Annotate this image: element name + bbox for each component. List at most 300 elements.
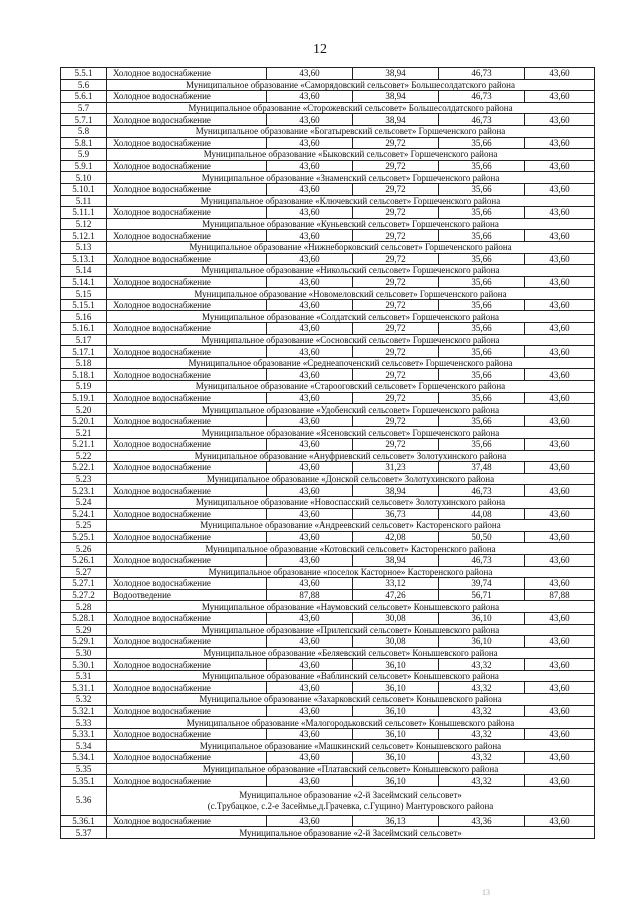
municipality-header-row	[61, 404, 595, 416]
tariff-value-2: 29,72	[353, 392, 439, 404]
tariff-value-1: 43,60	[267, 508, 353, 520]
tariff-row	[61, 114, 595, 126]
service-name: Холодное водоснабжение	[107, 137, 267, 149]
municipality-name	[107, 172, 595, 184]
service-name: Холодное водоснабжение	[107, 183, 267, 195]
tariff-row	[61, 253, 595, 265]
municipality-name	[107, 647, 595, 659]
tariff-value-3: 35,66	[439, 253, 525, 265]
municipality-header-row	[61, 543, 595, 555]
municipality-name	[107, 717, 595, 729]
row-number: 5.8	[61, 125, 107, 137]
municipality-title: Муниципальное образование «Наумовский сельсовет» Конышевского района	[201, 601, 500, 612]
tariff-value-1: 43,60	[267, 578, 353, 590]
tariff-value-2: 30,08	[353, 612, 439, 624]
municipality-name	[107, 450, 595, 462]
tariff-row	[61, 531, 595, 543]
service-name: Водоотведение	[107, 589, 267, 601]
tariff-value-1: 43,60	[267, 659, 353, 671]
row-number: 5.6	[61, 79, 107, 91]
municipality-name	[107, 427, 595, 439]
row-number: 5.28.1	[61, 612, 107, 624]
municipality-header-row	[61, 740, 595, 752]
tariff-value-1: 43,60	[267, 815, 353, 827]
row-number: 5.14.1	[61, 276, 107, 288]
tariff-value-2: 36,10	[353, 728, 439, 740]
tariff-row	[61, 485, 595, 497]
tariff-row	[61, 815, 595, 827]
row-number: 5.20	[61, 404, 107, 416]
tariff-value-4: 43,60	[525, 415, 595, 427]
municipality-title: Муниципальное образование «Новомеловский сельсовет» Горшеченского района	[194, 288, 507, 299]
tariff-value-3: 35,66	[439, 160, 525, 172]
row-number: 5.10	[61, 172, 107, 184]
tariff-value-3: 46,73	[439, 114, 525, 126]
tariff-value-4: 43,60	[525, 91, 595, 103]
tariff-value-3: 35,66	[439, 207, 525, 219]
tariff-row	[61, 728, 595, 740]
tariff-value-1: 43,60	[267, 392, 353, 404]
tariff-row	[61, 682, 595, 694]
tariff-value-4: 43,60	[525, 752, 595, 764]
row-number: 5.26.1	[61, 554, 107, 566]
tariff-value-4: 43,60	[525, 531, 595, 543]
municipality-header-row	[61, 520, 595, 532]
municipality-header-row	[61, 717, 595, 729]
municipality-name	[107, 265, 595, 277]
row-number: 5.21.1	[61, 439, 107, 451]
row-number: 5.20.1	[61, 415, 107, 427]
row-number: 5.31.1	[61, 682, 107, 694]
tariff-value-2: 42,08	[353, 531, 439, 543]
tariff-value-2: 29,72	[353, 183, 439, 195]
tariff-value-1: 43,60	[267, 114, 353, 126]
municipality-name	[107, 566, 595, 578]
service-name: Холодное водоснабжение	[107, 439, 267, 451]
tariff-value-2: 29,72	[353, 299, 439, 311]
row-number: 5.11	[61, 195, 107, 207]
row-number: 5.34.1	[61, 752, 107, 764]
tariff-value-4: 43,60	[525, 508, 595, 520]
municipality-header-row	[61, 624, 595, 636]
tariff-row	[61, 276, 595, 288]
municipality-name	[107, 79, 595, 91]
municipality-header-row	[61, 670, 595, 682]
municipality-title: Муниципальное образование «Захарковский сельсовет» Конышевского района	[199, 694, 502, 705]
row-number: 5.30	[61, 647, 107, 659]
row-number: 5.16	[61, 311, 107, 323]
municipality-name	[107, 520, 595, 532]
service-name: Холодное водоснабжение	[107, 531, 267, 543]
tariff-value-2: 31,23	[353, 462, 439, 474]
row-number: 5.27	[61, 566, 107, 578]
tariff-value-1: 43,60	[267, 439, 353, 451]
tariff-value-4: 43,60	[525, 299, 595, 311]
tariff-value-1: 43,60	[267, 323, 353, 335]
tariff-value-2: 29,72	[353, 207, 439, 219]
tariff-value-3: 35,66	[439, 323, 525, 335]
municipality-title: Муниципальное образование «Ключевский сельсовет» Горшеченского района	[200, 195, 501, 206]
page-number: 12	[313, 42, 327, 57]
tariff-value-4: 43,60	[525, 137, 595, 149]
municipality-title: Муниципальное образование «Нижнеборковский сельсовет» Горшеченского района	[189, 242, 512, 253]
municipality-title: Муниципальное образование «Новоспасский сельсовет» Золотухинского района	[195, 497, 506, 508]
municipality-title: Муниципальное образование «Малогородьковский сельсовет» Конышевского района	[186, 717, 515, 728]
tariff-value-1: 43,60	[267, 137, 353, 149]
tariff-value-3: 37,48	[439, 462, 525, 474]
tariff-value-3: 36,10	[439, 612, 525, 624]
tariff-value-4: 87,88	[525, 589, 595, 601]
service-name: Холодное водоснабжение	[107, 68, 267, 80]
tariff-value-2: 36,73	[353, 508, 439, 520]
service-name: Холодное водоснабжение	[107, 554, 267, 566]
service-name: Холодное водоснабжение	[107, 728, 267, 740]
tariff-value-4: 43,60	[525, 276, 595, 288]
tariff-value-4: 43,60	[525, 578, 595, 590]
tariff-value-4: 43,60	[525, 183, 595, 195]
tariff-row	[61, 323, 595, 335]
row-number: 5.17.1	[61, 346, 107, 358]
row-number: 5.19	[61, 381, 107, 393]
tariff-row	[61, 183, 595, 195]
municipality-title: Муниципальное образование «поселок Касторное» Касторенского района	[208, 566, 493, 577]
tariff-row	[61, 752, 595, 764]
row-number: 5.27.2	[61, 589, 107, 601]
tariff-row	[61, 589, 595, 601]
service-name: Холодное водоснабжение	[107, 276, 267, 288]
municipality-title: Муниципальное образование «Котовский сельсовет» Касторенского района	[205, 543, 496, 554]
row-number: 5.24	[61, 496, 107, 508]
tariff-row	[61, 439, 595, 451]
municipality-name	[107, 241, 595, 253]
tariff-value-3: 44,08	[439, 508, 525, 520]
municipality-title: Муниципальное образование «Удобенский сельсовет» Горшеченского района	[201, 404, 500, 415]
service-name: Холодное водоснабжение	[107, 323, 267, 335]
municipality-name	[107, 311, 595, 323]
tariff-value-4: 43,60	[525, 114, 595, 126]
tariff-value-3: 46,73	[439, 554, 525, 566]
municipality-header-row	[61, 288, 595, 300]
service-name: Холодное водоснабжение	[107, 682, 267, 694]
tariff-value-1: 43,60	[267, 299, 353, 311]
tariff-value-4: 43,60	[525, 728, 595, 740]
tariff-value-1: 43,60	[267, 276, 353, 288]
tariff-value-2: 29,72	[353, 160, 439, 172]
service-name: Холодное водоснабжение	[107, 207, 267, 219]
tariff-value-4: 43,60	[525, 462, 595, 474]
tariff-value-1: 43,60	[267, 752, 353, 764]
municipality-title: Муниципальное образование «Сосновский сельсовет» Горшеченского района	[201, 334, 500, 345]
tariff-value-4: 43,60	[525, 160, 595, 172]
row-number: 5.8.1	[61, 137, 107, 149]
row-number: 5.22	[61, 450, 107, 462]
municipality-title: Муниципальное образование «Андреевский сельсовет» Касторенского района	[200, 520, 501, 531]
tariff-value-3: 43,32	[439, 659, 525, 671]
municipality-header-row	[61, 311, 595, 323]
row-number: 5.36	[61, 786, 107, 815]
municipality-title: Муниципальное образование «Прилепский сельсовет» Конышевского района	[201, 624, 500, 635]
municipality-title: Муниципальное образование «Донской сельсовет» Золотухинского района	[206, 474, 495, 485]
tariff-value-3: 43,36	[439, 815, 525, 827]
tariff-value-1: 43,60	[267, 346, 353, 358]
tariff-row	[61, 705, 595, 717]
municipality-name	[107, 195, 595, 207]
tariff-value-2: 36,10	[353, 705, 439, 717]
tariff-table-body	[61, 68, 595, 839]
tariff-value-2: 38,94	[353, 485, 439, 497]
tariff-value-3: 43,32	[439, 728, 525, 740]
tariff-row	[61, 462, 595, 474]
tariff-row	[61, 578, 595, 590]
tariff-value-1: 87,88	[267, 589, 353, 601]
municipality-name	[107, 827, 595, 839]
row-number: 5.37	[61, 827, 107, 839]
tariff-row	[61, 160, 595, 172]
municipality-name	[107, 473, 595, 485]
row-number: 5.18	[61, 357, 107, 369]
municipality-header-row	[61, 195, 595, 207]
tariff-value-4: 43,60	[525, 554, 595, 566]
tariff-value-1: 43,60	[267, 728, 353, 740]
row-number: 5.26	[61, 543, 107, 555]
row-number: 5.21	[61, 427, 107, 439]
municipality-header-row	[61, 566, 595, 578]
service-name: Холодное водоснабжение	[107, 752, 267, 764]
row-number: 5.13	[61, 241, 107, 253]
row-number: 5.29	[61, 624, 107, 636]
municipality-title: Муниципальное образование «Знаменский сельсовет» Горшеченского района	[201, 172, 500, 183]
row-number: 5.36.1	[61, 815, 107, 827]
tariff-value-1: 43,60	[267, 415, 353, 427]
municipality-name	[107, 404, 595, 416]
row-number: 5.16.1	[61, 323, 107, 335]
tariff-value-1: 43,60	[267, 160, 353, 172]
tariff-row	[61, 299, 595, 311]
row-number: 5.31	[61, 670, 107, 682]
tariff-value-4: 43,60	[525, 253, 595, 265]
tariff-value-2: 29,72	[353, 276, 439, 288]
municipality-header-row	[61, 265, 595, 277]
municipality-name	[107, 763, 595, 775]
row-number: 5.9	[61, 149, 107, 161]
municipality-header-row	[61, 601, 595, 613]
municipality-header-row	[61, 241, 595, 253]
tariff-value-4: 43,60	[525, 659, 595, 671]
tariff-row	[61, 207, 595, 219]
row-number: 5.33.1	[61, 728, 107, 740]
tariff-value-2: 36,10	[353, 775, 439, 787]
row-number: 5.33	[61, 717, 107, 729]
municipality-name	[107, 543, 595, 555]
tariff-value-3: 35,66	[439, 369, 525, 381]
tariff-value-2: 30,08	[353, 636, 439, 648]
tariff-value-1: 43,60	[267, 682, 353, 694]
municipality-title: Муниципальное образование «Старооговский сельсовет» Горшеченского района	[195, 381, 506, 392]
tariff-value-3: 46,73	[439, 68, 525, 80]
tariff-value-1: 43,60	[267, 531, 353, 543]
tariff-value-3: 35,66	[439, 230, 525, 242]
municipality-name	[107, 496, 595, 508]
tariff-value-2: 36,13	[353, 815, 439, 827]
row-number: 5.23.1	[61, 485, 107, 497]
tariff-row	[61, 230, 595, 242]
row-number: 5.23	[61, 473, 107, 485]
tariff-value-4: 43,60	[525, 439, 595, 451]
municipality-header-row	[61, 334, 595, 346]
tariff-value-2: 36,10	[353, 659, 439, 671]
service-name: Холодное водоснабжение	[107, 705, 267, 717]
tariff-value-4: 43,60	[525, 346, 595, 358]
municipality-header-row	[61, 496, 595, 508]
tariff-value-4: 43,60	[525, 815, 595, 827]
municipality-title: Муниципальное образование «Никольский сельсовет» Горшеченского района	[201, 265, 500, 276]
municipality-name	[107, 601, 595, 613]
tariff-value-2: 29,72	[353, 323, 439, 335]
tariff-value-1: 43,60	[267, 68, 353, 80]
row-number: 5.12	[61, 218, 107, 230]
tariff-value-3: 35,66	[439, 299, 525, 311]
municipality-header-row	[61, 827, 595, 839]
tariff-value-3: 35,66	[439, 346, 525, 358]
municipality-header-row	[61, 473, 595, 485]
row-number: 5.24.1	[61, 508, 107, 520]
service-name: Холодное водоснабжение	[107, 415, 267, 427]
tariff-value-3: 46,73	[439, 485, 525, 497]
municipality-title: Муниципальное образование «Саморядовский сельсовет» Большесолдатского района	[186, 79, 515, 90]
row-number: 5.32.1	[61, 705, 107, 717]
tariff-value-3: 36,10	[439, 636, 525, 648]
tariff-value-3: 46,73	[439, 91, 525, 103]
service-name: Холодное водоснабжение	[107, 612, 267, 624]
tariff-table	[60, 67, 595, 839]
municipality-name	[107, 786, 595, 815]
municipality-header-row	[61, 763, 595, 775]
tariff-value-2: 38,94	[353, 554, 439, 566]
municipality-header-row	[61, 172, 595, 184]
tariff-value-2: 38,94	[353, 114, 439, 126]
tariff-value-4: 43,60	[525, 369, 595, 381]
tariff-value-2: 36,10	[353, 752, 439, 764]
row-number: 5.32	[61, 694, 107, 706]
footer-page-number: 13	[482, 888, 490, 897]
tariff-row	[61, 68, 595, 80]
row-number: 5.9.1	[61, 160, 107, 172]
municipality-title: Муниципальное образование «Ваблинский сельсовет» Конышевского района	[202, 671, 499, 682]
service-name: Холодное водоснабжение	[107, 508, 267, 520]
service-name: Холодное водоснабжение	[107, 636, 267, 648]
tariff-value-1: 43,60	[267, 91, 353, 103]
tariff-value-1: 43,60	[267, 636, 353, 648]
tariff-value-1: 43,60	[267, 207, 353, 219]
tariff-row	[61, 91, 595, 103]
tariff-value-2: 47,26	[353, 589, 439, 601]
municipality-name	[107, 381, 595, 393]
row-number: 5.19.1	[61, 392, 107, 404]
row-number: 5.7.1	[61, 114, 107, 126]
tariff-value-2: 29,72	[353, 369, 439, 381]
row-number: 5.15.1	[61, 299, 107, 311]
tariff-value-1: 43,60	[267, 230, 353, 242]
row-number: 5.35	[61, 763, 107, 775]
municipality-title: Муниципальное образование «2-й Засеймский сельсовет»	[239, 789, 462, 800]
tariff-value-1: 43,60	[267, 554, 353, 566]
tariff-value-1: 43,60	[267, 485, 353, 497]
municipality-title: Муниципальное образование «Платавский сельсовет» Конышевского района	[202, 763, 499, 774]
tariff-value-3: 35,66	[439, 137, 525, 149]
tariff-value-1: 43,60	[267, 612, 353, 624]
tariff-value-1: 43,60	[267, 369, 353, 381]
tariff-value-3: 35,66	[439, 439, 525, 451]
municipality-name	[107, 624, 595, 636]
row-number: 5.14	[61, 265, 107, 277]
municipality-header-row	[61, 79, 595, 91]
row-number: 5.5.1	[61, 68, 107, 80]
row-number: 5.30.1	[61, 659, 107, 671]
tariff-row	[61, 346, 595, 358]
municipality-title: Муниципальное образование «Быковский сельсовет» Горшеченского района	[203, 149, 498, 160]
service-name: Холодное водоснабжение	[107, 775, 267, 787]
tariff-row	[61, 659, 595, 671]
tariff-value-2: 38,94	[353, 68, 439, 80]
tariff-value-2: 29,72	[353, 230, 439, 242]
service-name: Холодное водоснабжение	[107, 114, 267, 126]
tariff-value-4: 43,60	[525, 682, 595, 694]
municipality-name	[107, 670, 595, 682]
municipality-title: Муниципальное образование «Богатыревский сельсовет» Горшеченского района	[195, 126, 506, 137]
tariff-value-4: 43,60	[525, 323, 595, 335]
municipality-name	[107, 334, 595, 346]
tariff-value-4: 43,60	[525, 705, 595, 717]
row-number: 5.11.1	[61, 207, 107, 219]
tariff-value-2: 29,72	[353, 137, 439, 149]
row-number: 5.22.1	[61, 462, 107, 474]
municipality-title: Муниципальное образование «Куньевский сельсовет» Горшеченского района	[202, 219, 499, 230]
municipality-header-row	[61, 102, 595, 114]
tariff-row	[61, 415, 595, 427]
row-number: 5.18.1	[61, 369, 107, 381]
row-number: 5.10.1	[61, 183, 107, 195]
tariff-value-3: 39,74	[439, 578, 525, 590]
municipality-header-row	[61, 427, 595, 439]
service-name: Холодное водоснабжение	[107, 659, 267, 671]
service-name: Холодное водоснабжение	[107, 253, 267, 265]
service-name: Холодное водоснабжение	[107, 462, 267, 474]
municipality-title: Муниципальное образование «Ясеновский сельсовет» Горшеченского района	[201, 427, 500, 438]
service-name: Холодное водоснабжение	[107, 230, 267, 242]
service-name: Холодное водоснабжение	[107, 815, 267, 827]
tariff-value-2: 29,72	[353, 253, 439, 265]
tariff-value-3: 35,66	[439, 415, 525, 427]
tariff-value-4: 43,60	[525, 392, 595, 404]
tariff-row	[61, 137, 595, 149]
service-name: Холодное водоснабжение	[107, 91, 267, 103]
municipality-header-row	[61, 381, 595, 393]
tariff-row	[61, 554, 595, 566]
tariff-value-1: 43,60	[267, 462, 353, 474]
municipality-name	[107, 288, 595, 300]
row-number: 5.6.1	[61, 91, 107, 103]
municipality-header-row	[61, 647, 595, 659]
tariff-value-3: 35,66	[439, 183, 525, 195]
row-number: 5.29.1	[61, 636, 107, 648]
municipality-name	[107, 357, 595, 369]
tariff-value-4: 43,60	[525, 485, 595, 497]
tariff-value-3: 50,50	[439, 531, 525, 543]
municipality-title: Муниципальное образование «Ануфриевский сельсовет» Золотухинского района	[194, 450, 507, 461]
row-number: 5.25	[61, 520, 107, 532]
tariff-value-1: 43,60	[267, 775, 353, 787]
tariff-value-2: 29,72	[353, 439, 439, 451]
